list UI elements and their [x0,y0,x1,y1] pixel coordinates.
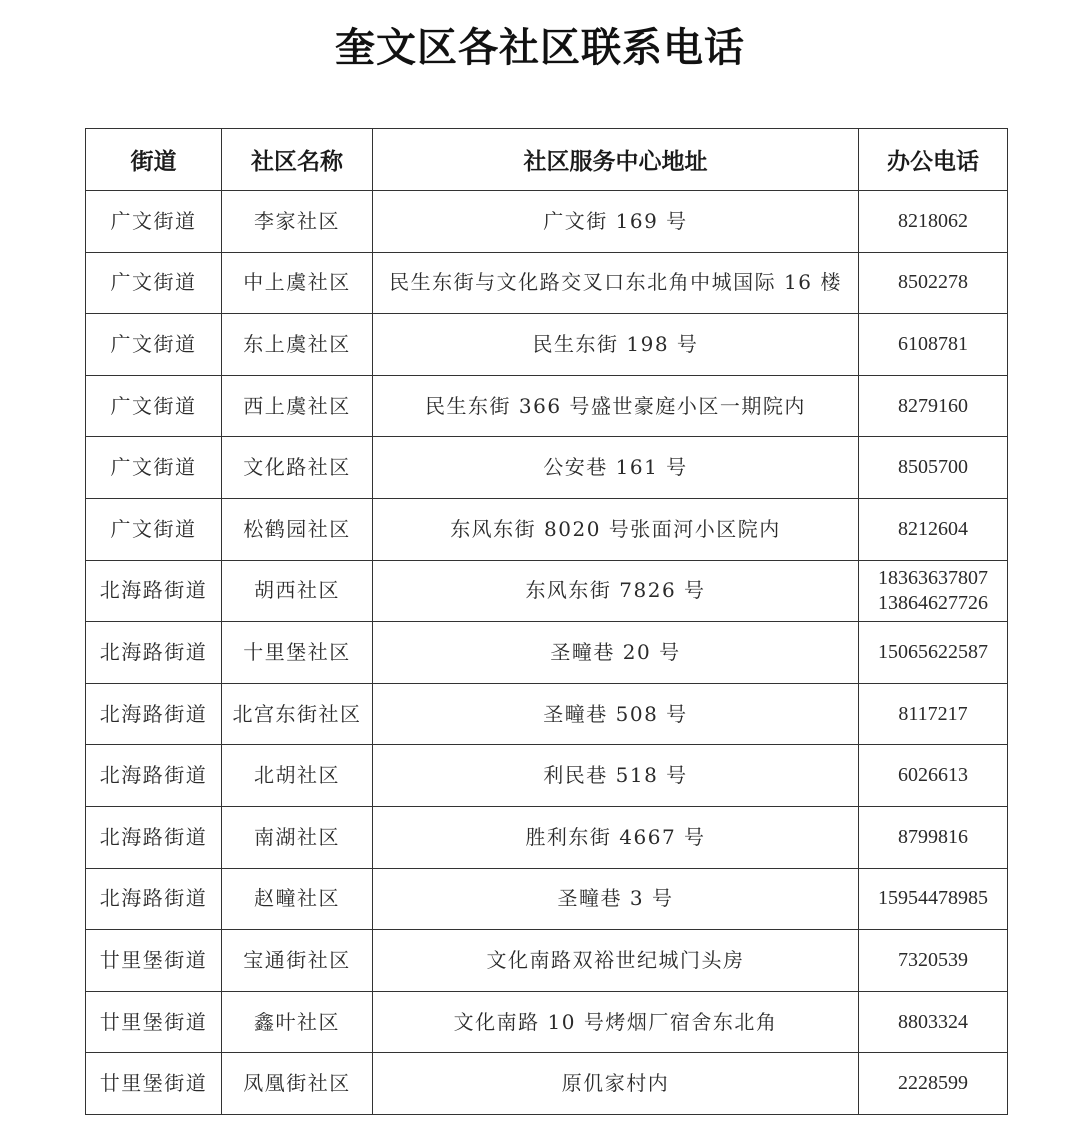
address-cell: 公安巷 161 号 [373,437,859,499]
street-cell: 廿里堡街道 [86,1053,222,1115]
phone-cell [859,375,1008,437]
phone-cell [859,868,1008,930]
header-row [86,129,1008,191]
community-name-cell: 李家社区 [222,191,373,253]
street-cell: 北海路街道 [86,745,222,807]
phone-cell [859,1053,1008,1115]
table-row [86,560,1008,622]
table-row [86,622,1008,684]
header-community-name: 社区名称 [222,129,373,191]
phone-number: 8799816 [898,825,968,848]
phone-cell [859,683,1008,745]
table-body [86,191,1008,1115]
address-cell: 圣疃巷 508 号 [373,683,859,745]
address-cell: 胜利东街 4667 号 [373,806,859,868]
phone-number: 2228599 [898,1072,968,1095]
phone-cell [859,930,1008,992]
street-cell: 广文街道 [86,437,222,499]
street-cell: 广文街道 [86,498,222,560]
address-cell: 民生东街与文化路交叉口东北角中城国际 16 楼 [373,252,859,314]
street-cell: 广文街道 [86,314,222,376]
phone-number: 15065622587 [878,640,988,663]
street-cell: 广文街道 [86,375,222,437]
community-name-cell: 中上虞社区 [222,252,373,314]
table-row [86,745,1008,807]
phone-number: 13864627726 [878,591,988,614]
community-name-cell: 北宫东街社区 [222,683,373,745]
phone-number: 7320539 [898,948,968,971]
phone-number: 15954478985 [878,887,988,910]
community-name-cell: 西上虞社区 [222,375,373,437]
street-cell: 北海路街道 [86,683,222,745]
address-cell: 民生东街 366 号盛世豪庭小区一期院内 [373,375,859,437]
phone-number: 8117217 [898,702,968,725]
table-header [86,129,1008,191]
address-cell: 圣疃巷 3 号 [373,868,859,930]
address-cell: 文化南路 10 号烤烟厂宿舍东北角 [373,991,859,1053]
phone-number: 6026613 [898,764,968,787]
phone-cell [859,252,1008,314]
table-row [86,683,1008,745]
community-name-cell: 鑫叶社区 [222,991,373,1053]
community-name-cell: 松鹤园社区 [222,498,373,560]
community-name-cell: 东上虞社区 [222,314,373,376]
table-row [86,498,1008,560]
phone-cell [859,191,1008,253]
phone-cell [859,314,1008,376]
table-row [86,1053,1008,1115]
address-cell: 民生东街 198 号 [373,314,859,376]
address-cell: 圣疃巷 20 号 [373,622,859,684]
table-row [86,930,1008,992]
community-name-cell: 凤凰街社区 [222,1053,373,1115]
phone-cell [859,560,1008,622]
page-title: 奎文区各社区联系电话 [335,25,745,71]
address-cell: 文化南路双裕世纪城门头房 [373,930,859,992]
table-row [86,991,1008,1053]
table-row [86,806,1008,868]
street-cell: 廿里堡街道 [86,991,222,1053]
phone-number: 8502278 [898,271,968,294]
address-cell: 东风东街 8020 号张面河小区院内 [373,498,859,560]
address-cell: 东风东街 7826 号 [373,560,859,622]
community-name-cell: 南湖社区 [222,806,373,868]
phone-number: 18363637807 [878,566,988,589]
address-cell: 原仉家村内 [373,1053,859,1115]
phone-number: 8803324 [898,1010,968,1033]
street-cell: 北海路街道 [86,622,222,684]
phone-number: 8505700 [898,456,968,479]
street-cell: 广文街道 [86,252,222,314]
phone-cell [859,498,1008,560]
phone-cell [859,991,1008,1053]
table-row [86,314,1008,376]
header-service-center-address: 社区服务中心地址 [373,129,859,191]
street-cell: 北海路街道 [86,868,222,930]
street-cell: 北海路街道 [86,806,222,868]
table-row [86,191,1008,253]
community-name-cell: 宝通街社区 [222,930,373,992]
street-cell: 广文街道 [86,191,222,253]
address-cell: 广文街 169 号 [373,191,859,253]
street-cell: 北海路街道 [86,560,222,622]
table-row [86,868,1008,930]
phone-number: 8279160 [898,394,968,417]
phone-number: 8212604 [898,517,968,540]
phone-cell [859,437,1008,499]
community-name-cell: 十里堡社区 [222,622,373,684]
header-office-phone: 办公电话 [859,129,1008,191]
community-name-cell: 文化路社区 [222,437,373,499]
phone-number: 8218062 [898,209,968,232]
phone-cell [859,622,1008,684]
header-street: 街道 [86,129,222,191]
phone-cell [859,806,1008,868]
table-row [86,437,1008,499]
address-cell: 利民巷 518 号 [373,745,859,807]
community-name-cell: 胡西社区 [222,560,373,622]
street-cell: 廿里堡街道 [86,930,222,992]
phone-number: 6108781 [898,332,968,355]
community-name-cell: 北胡社区 [222,745,373,807]
phone-cell [859,745,1008,807]
community-name-cell: 赵疃社区 [222,868,373,930]
community-contacts-table [85,128,1008,1115]
table-row [86,252,1008,314]
table-row [86,375,1008,437]
